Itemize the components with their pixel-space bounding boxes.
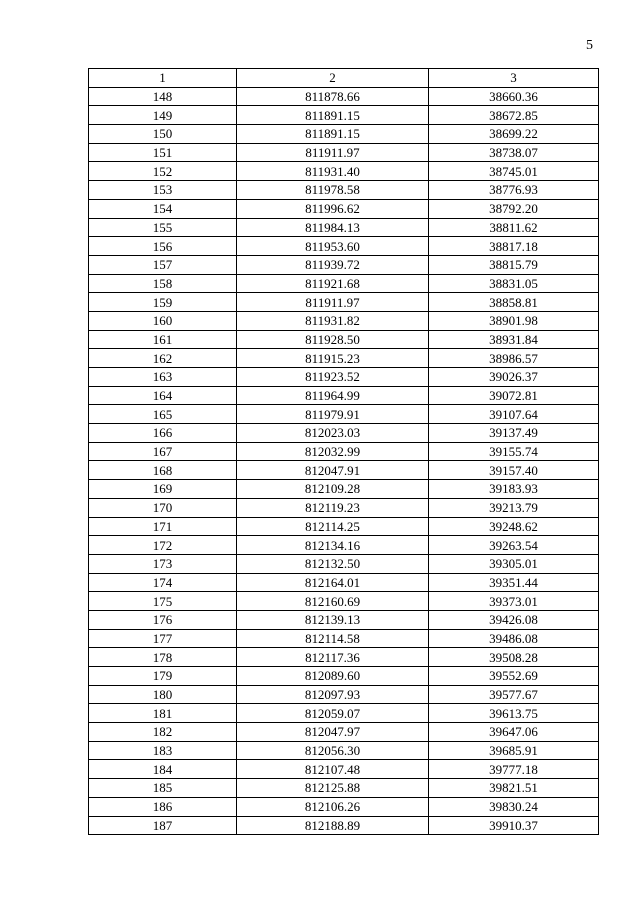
- table-row: [89, 274, 599, 293]
- point-number-cell: 153: [89, 181, 237, 200]
- point-number-cell: 166: [89, 424, 237, 443]
- y-coordinate-cell: 39508.28: [429, 648, 599, 667]
- table-row: [89, 741, 599, 760]
- x-coordinate-cell: 812047.91: [237, 461, 429, 480]
- y-coordinate-cell: 39072.81: [429, 386, 599, 405]
- y-coordinate-cell: 39577.67: [429, 685, 599, 704]
- table-row: [89, 368, 599, 387]
- y-coordinate-cell: 38792.20: [429, 199, 599, 218]
- x-coordinate-cell: 812109.28: [237, 480, 429, 499]
- point-number-cell: 168: [89, 461, 237, 480]
- table-row: [89, 293, 599, 312]
- x-coordinate-cell: 811891.15: [237, 125, 429, 144]
- y-coordinate-cell: 38858.81: [429, 293, 599, 312]
- table-row: [89, 517, 599, 536]
- table-row: [89, 255, 599, 274]
- table-row: [89, 629, 599, 648]
- y-coordinate-cell: 39426.08: [429, 610, 599, 629]
- x-coordinate-cell: 811964.99: [237, 386, 429, 405]
- table-row: [89, 797, 599, 816]
- x-coordinate-cell: 812134.16: [237, 536, 429, 555]
- table-row: [89, 779, 599, 798]
- y-coordinate-cell: 38901.98: [429, 311, 599, 330]
- x-coordinate-cell: 812023.03: [237, 424, 429, 443]
- column-header: 1: [89, 69, 237, 88]
- x-coordinate-cell: 812059.07: [237, 704, 429, 723]
- coordinates-table: [88, 68, 599, 835]
- point-number-cell: 156: [89, 237, 237, 256]
- y-coordinate-cell: 39026.37: [429, 368, 599, 387]
- y-coordinate-cell: 38745.01: [429, 162, 599, 181]
- table-row: [89, 723, 599, 742]
- table-row: [89, 181, 599, 200]
- point-number-cell: 155: [89, 218, 237, 237]
- table-row: [89, 349, 599, 368]
- table-row: [89, 143, 599, 162]
- point-number-cell: 159: [89, 293, 237, 312]
- point-number-cell: 187: [89, 816, 237, 835]
- y-coordinate-cell: 38660.36: [429, 87, 599, 106]
- point-number-cell: 154: [89, 199, 237, 218]
- point-number-cell: 179: [89, 667, 237, 686]
- y-coordinate-cell: 39213.79: [429, 498, 599, 517]
- y-coordinate-cell: 39137.49: [429, 424, 599, 443]
- x-coordinate-cell: 812139.13: [237, 610, 429, 629]
- x-coordinate-cell: 811915.23: [237, 349, 429, 368]
- table-row: [89, 162, 599, 181]
- x-coordinate-cell: 812097.93: [237, 685, 429, 704]
- table-body: [89, 87, 599, 835]
- table-row: [89, 536, 599, 555]
- table-row: [89, 106, 599, 125]
- table-row: [89, 816, 599, 835]
- table-row: [89, 442, 599, 461]
- point-number-cell: 173: [89, 554, 237, 573]
- y-coordinate-cell: 38672.85: [429, 106, 599, 125]
- table-row: [89, 87, 599, 106]
- y-coordinate-cell: 39685.91: [429, 741, 599, 760]
- y-coordinate-cell: 39777.18: [429, 760, 599, 779]
- y-coordinate-cell: 39910.37: [429, 816, 599, 835]
- y-coordinate-cell: 39155.74: [429, 442, 599, 461]
- table-row: [89, 760, 599, 779]
- page-number: 5: [586, 38, 593, 53]
- table-row: [89, 125, 599, 144]
- point-number-cell: 184: [89, 760, 237, 779]
- y-coordinate-cell: 39613.75: [429, 704, 599, 723]
- y-coordinate-cell: 39373.01: [429, 592, 599, 611]
- x-coordinate-cell: 812114.25: [237, 517, 429, 536]
- x-coordinate-cell: 812047.97: [237, 723, 429, 742]
- point-number-cell: 182: [89, 723, 237, 742]
- y-coordinate-cell: 39157.40: [429, 461, 599, 480]
- y-coordinate-cell: 38776.93: [429, 181, 599, 200]
- table-row: [89, 237, 599, 256]
- y-coordinate-cell: 39821.51: [429, 779, 599, 798]
- x-coordinate-cell: 812160.69: [237, 592, 429, 611]
- x-coordinate-cell: 812107.48: [237, 760, 429, 779]
- x-coordinate-cell: 812125.88: [237, 779, 429, 798]
- table-row: [89, 480, 599, 499]
- y-coordinate-cell: 38817.18: [429, 237, 599, 256]
- point-number-cell: 161: [89, 330, 237, 349]
- x-coordinate-cell: 811939.72: [237, 255, 429, 274]
- x-coordinate-cell: 811921.68: [237, 274, 429, 293]
- point-number-cell: 185: [89, 779, 237, 798]
- table-row: [89, 667, 599, 686]
- column-header: 3: [429, 69, 599, 88]
- x-coordinate-cell: 812132.50: [237, 554, 429, 573]
- table-header-row: [89, 69, 599, 88]
- point-number-cell: 150: [89, 125, 237, 144]
- y-coordinate-cell: 39183.93: [429, 480, 599, 499]
- point-number-cell: 183: [89, 741, 237, 760]
- table-row: [89, 573, 599, 592]
- point-number-cell: 178: [89, 648, 237, 667]
- x-coordinate-cell: 811911.97: [237, 143, 429, 162]
- x-coordinate-cell: 811928.50: [237, 330, 429, 349]
- y-coordinate-cell: 38815.79: [429, 255, 599, 274]
- point-number-cell: 169: [89, 480, 237, 499]
- y-coordinate-cell: 39351.44: [429, 573, 599, 592]
- column-header: 2: [237, 69, 429, 88]
- x-coordinate-cell: 811978.58: [237, 181, 429, 200]
- table-row: [89, 424, 599, 443]
- table-row: [89, 704, 599, 723]
- y-coordinate-cell: 38986.57: [429, 349, 599, 368]
- table-row: [89, 610, 599, 629]
- x-coordinate-cell: 811923.52: [237, 368, 429, 387]
- x-coordinate-cell: 811891.15: [237, 106, 429, 125]
- point-number-cell: 170: [89, 498, 237, 517]
- table-row: [89, 386, 599, 405]
- point-number-cell: 151: [89, 143, 237, 162]
- table-row: [89, 218, 599, 237]
- x-coordinate-cell: 811931.40: [237, 162, 429, 181]
- table-row: [89, 554, 599, 573]
- x-coordinate-cell: 812114.58: [237, 629, 429, 648]
- point-number-cell: 174: [89, 573, 237, 592]
- y-coordinate-cell: 39248.62: [429, 517, 599, 536]
- point-number-cell: 157: [89, 255, 237, 274]
- x-coordinate-cell: 811984.13: [237, 218, 429, 237]
- x-coordinate-cell: 812188.89: [237, 816, 429, 835]
- table-row: [89, 330, 599, 349]
- table-row: [89, 685, 599, 704]
- y-coordinate-cell: 39552.69: [429, 667, 599, 686]
- x-coordinate-cell: 811911.97: [237, 293, 429, 312]
- point-number-cell: 164: [89, 386, 237, 405]
- x-coordinate-cell: 812032.99: [237, 442, 429, 461]
- y-coordinate-cell: 38811.62: [429, 218, 599, 237]
- table-row: [89, 592, 599, 611]
- point-number-cell: 152: [89, 162, 237, 181]
- x-coordinate-cell: 812164.01: [237, 573, 429, 592]
- point-number-cell: 180: [89, 685, 237, 704]
- point-number-cell: 163: [89, 368, 237, 387]
- x-coordinate-cell: 811931.82: [237, 311, 429, 330]
- point-number-cell: 149: [89, 106, 237, 125]
- x-coordinate-cell: 812089.60: [237, 667, 429, 686]
- point-number-cell: 172: [89, 536, 237, 555]
- x-coordinate-cell: 812056.30: [237, 741, 429, 760]
- table-row: [89, 648, 599, 667]
- point-number-cell: 158: [89, 274, 237, 293]
- y-coordinate-cell: 39486.08: [429, 629, 599, 648]
- x-coordinate-cell: 811979.91: [237, 405, 429, 424]
- y-coordinate-cell: 38931.84: [429, 330, 599, 349]
- x-coordinate-cell: 811996.62: [237, 199, 429, 218]
- y-coordinate-cell: 39263.54: [429, 536, 599, 555]
- x-coordinate-cell: 811953.60: [237, 237, 429, 256]
- point-number-cell: 162: [89, 349, 237, 368]
- table-row: [89, 461, 599, 480]
- x-coordinate-cell: 812117.36: [237, 648, 429, 667]
- table-row: [89, 498, 599, 517]
- point-number-cell: 176: [89, 610, 237, 629]
- point-number-cell: 160: [89, 311, 237, 330]
- x-coordinate-cell: 812119.23: [237, 498, 429, 517]
- y-coordinate-cell: 39107.64: [429, 405, 599, 424]
- point-number-cell: 148: [89, 87, 237, 106]
- x-coordinate-cell: 811878.66: [237, 87, 429, 106]
- y-coordinate-cell: 39647.06: [429, 723, 599, 742]
- point-number-cell: 177: [89, 629, 237, 648]
- table-row: [89, 199, 599, 218]
- table-row: [89, 311, 599, 330]
- y-coordinate-cell: 38699.22: [429, 125, 599, 144]
- table-row: [89, 405, 599, 424]
- point-number-cell: 175: [89, 592, 237, 611]
- y-coordinate-cell: 38831.05: [429, 274, 599, 293]
- point-number-cell: 186: [89, 797, 237, 816]
- x-coordinate-cell: 812106.26: [237, 797, 429, 816]
- y-coordinate-cell: 39830.24: [429, 797, 599, 816]
- point-number-cell: 167: [89, 442, 237, 461]
- y-coordinate-cell: 39305.01: [429, 554, 599, 573]
- point-number-cell: 171: [89, 517, 237, 536]
- point-number-cell: 181: [89, 704, 237, 723]
- point-number-cell: 165: [89, 405, 237, 424]
- y-coordinate-cell: 38738.07: [429, 143, 599, 162]
